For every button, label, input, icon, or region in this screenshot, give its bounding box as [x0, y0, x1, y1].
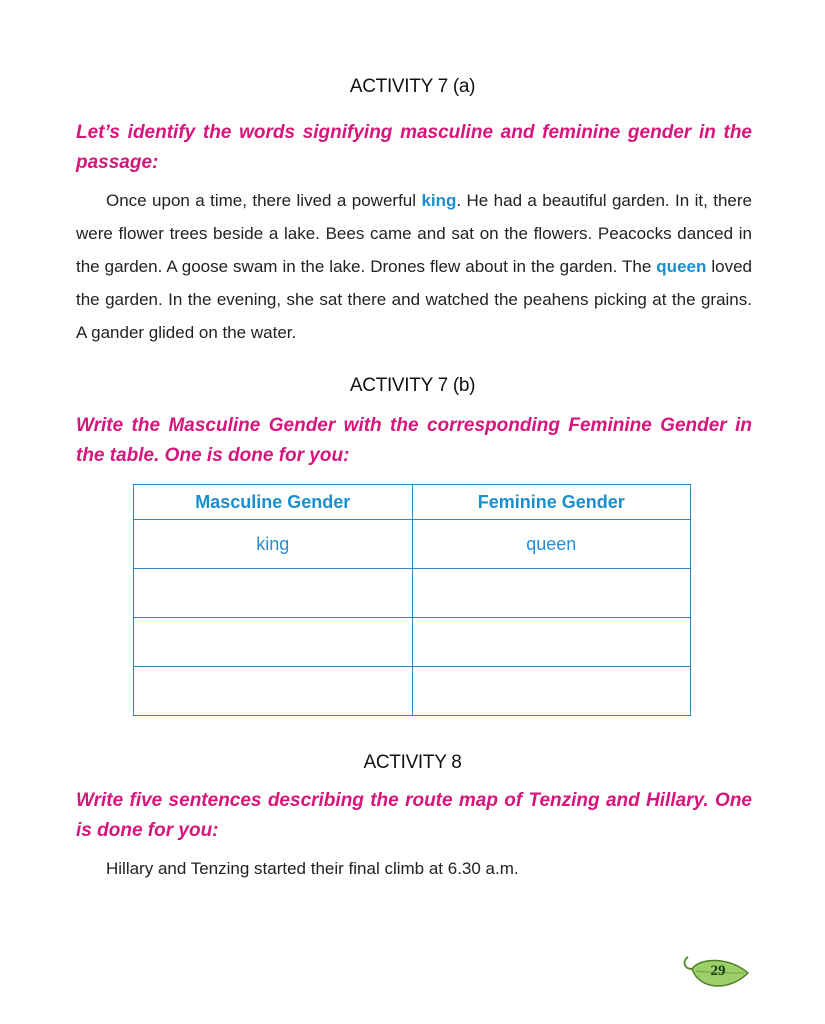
activity-8-heading: ACTIVITY 8 — [363, 752, 462, 773]
table-cell — [134, 569, 413, 618]
table-cell: queen — [412, 520, 691, 569]
masculine-header: Masculine Gender — [134, 485, 413, 520]
feminine-header: Feminine Gender — [412, 485, 691, 520]
table-cell — [412, 667, 691, 716]
activity-7a-instruction: Let’s identify the words signifying masculine and feminine gender in the passage: — [76, 122, 752, 173]
passage-text-2: . He had a beautiful garden. In it, there were flower trees beside a lake. Bees came and sat on the flowers. Peacocks danced in the garden. A goose swam in the lake. Drones flew about in the garden. The — [76, 191, 753, 276]
table-row — [134, 667, 691, 716]
table-header-row — [134, 485, 691, 520]
table-cell — [412, 618, 691, 667]
table-cell — [134, 618, 413, 667]
highlight-word-king: king — [421, 191, 457, 210]
activity-7b-heading: ACTIVITY 7 (b) — [349, 375, 476, 396]
highlight-word-queen: queen — [656, 257, 707, 276]
table-row — [134, 569, 691, 618]
gender-table — [133, 484, 691, 716]
page-number: 29 — [710, 963, 726, 979]
activity-7b-instruction: Write the Masculine Gender with the corresponding Feminine Gender in the table. One is done for you: — [76, 415, 752, 466]
passage-text-1: Once upon a time, there lived a powerful — [106, 191, 422, 210]
table-cell — [134, 667, 413, 716]
activity-7a-passage — [76, 184, 752, 349]
table-row — [134, 520, 691, 569]
activity-7a-heading: ACTIVITY 7 (a) — [349, 76, 476, 97]
table-cell: king — [134, 520, 413, 569]
table-cell — [412, 569, 691, 618]
activity-8-instruction: Write five sentences describing the route map of Tenzing and Hillary. One is done for you: — [76, 790, 752, 841]
table-row — [134, 618, 691, 667]
passage-text-3: loved the garden. In the evening, she sat there and watched the peahens picking at the grains. A gander glided on the water. — [76, 257, 752, 342]
activity-8-sentence: Hillary and Tenzing started their final climb at 6.30 a.m. — [106, 859, 519, 878]
